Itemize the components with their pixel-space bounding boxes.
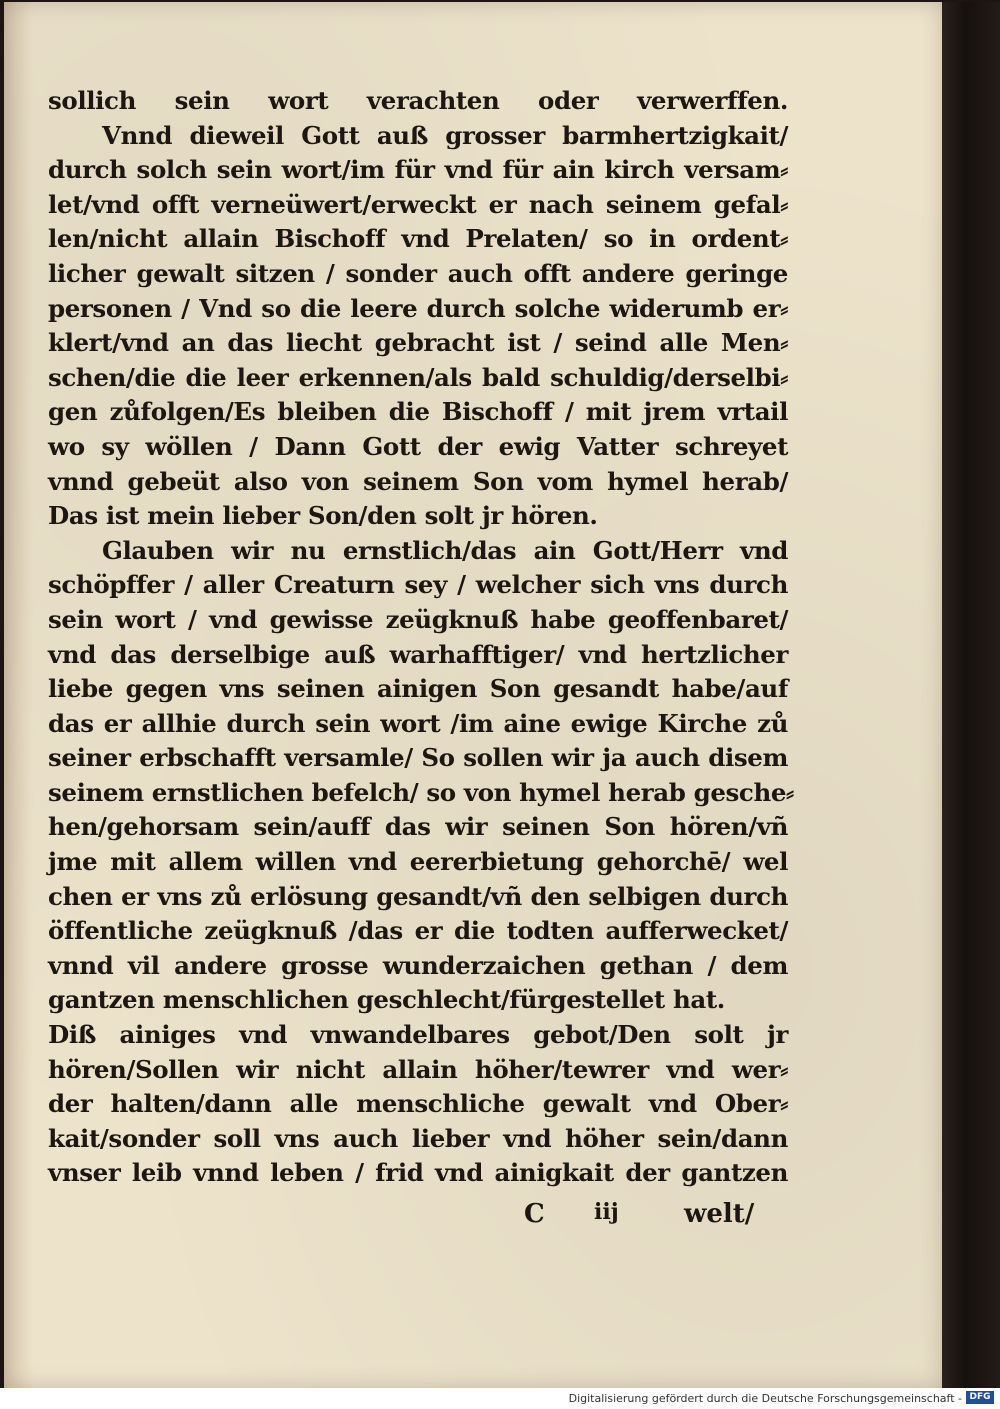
text-line: hen/gehorsam sein/auff das wir seinen Son hören/vñ xyxy=(48,812,788,842)
text-line: let/vnd offt verneüwert/erweckt er nach seinem gefal⸗ xyxy=(48,189,788,219)
document-page xyxy=(4,2,942,1388)
text-line: vnnd gebeüt also von seinem Son vom hymel herab/ xyxy=(48,466,788,496)
folio-number: iij xyxy=(594,1199,619,1225)
text-line: gen zůfolgen/Es bleiben die Bischoff / mit jrem vrtail xyxy=(48,397,788,427)
text-line: personen / Vnd so die leere durch solche widerumb er⸗ xyxy=(48,293,788,323)
text-line: len/nicht allain Bischoff vnd Prelaten/ so in ordent⸗ xyxy=(48,224,788,254)
text-line: gantzen menschlichen geschlecht/fürgestellet hat. xyxy=(48,985,725,1015)
text-line: der halten/dann alle menschliche gewalt vnd Ober⸗ xyxy=(48,1089,788,1119)
text-line: Diß ainiges vnd vnwandelbares gebot/Den solt jr xyxy=(48,1020,788,1050)
dfg-logo[interactable]: DFG xyxy=(966,1391,994,1404)
signature-line xyxy=(524,1199,764,1239)
text-line: Das ist mein lieber Son/den solt jr hören. xyxy=(48,501,598,531)
text-line: schen/die die leer erkennen/als bald schuldig/derselbi⸗ xyxy=(48,362,788,392)
text-line: öffentliche zeügknuß /das er die todten aufferwecket/ xyxy=(48,916,788,946)
signature-mark: C xyxy=(524,1199,545,1229)
text-line: sein wort / vnd gewisse zeügknuß habe geoffenbaret/ xyxy=(48,604,788,634)
text-line: licher gewalt sitzen / sonder auch offt andere geringe xyxy=(48,258,788,288)
text-line: wo sy wöllen / Dann Gott der ewig Vatter schreyet xyxy=(48,431,788,461)
text-line: sollich sein wort verachten oder verwerffen. xyxy=(48,86,788,115)
text-line: seinem ernstlichen befelch/ so von hymel herab gesche⸗ xyxy=(48,777,794,807)
text-line: vnser leib vnnd leben / frid vnd ainigkait der gantzen xyxy=(48,1158,788,1188)
text-line: Vnnd dieweil Gott auß grosser barmhertzigkait/ xyxy=(102,120,788,150)
text-line: klert/vnd an das liecht gebracht ist / seind alle Men⸗ xyxy=(48,328,788,358)
text-line: jme mit allem willen vnd eererbietung gehorchē/ wel xyxy=(48,847,788,877)
text-line: vnd das derselbige auß warhafftiger/ vnd hertzlicher xyxy=(48,639,788,669)
text-line: Glauben wir nu ernstlich/das ain Gott/Herr vnd xyxy=(102,535,788,565)
text-line: durch solch sein wort/im für vnd für ain kirch versam⸗ xyxy=(48,155,788,185)
book-edge xyxy=(942,2,1000,1388)
footer-credit: Digitalisierung gefördert durch die Deutsche Forschungsgemeinschaft - xyxy=(568,1392,962,1405)
text-line: das er allhie durch sein wort /im aine ewige Kirche zů xyxy=(48,708,788,738)
text-line: liebe gegen vns seinen ainigen Son gesandt habe/auf xyxy=(48,674,788,704)
text-block xyxy=(48,84,794,1191)
catchword: welt/ xyxy=(684,1199,755,1229)
footer-bar xyxy=(0,1388,1000,1409)
text-line: schöpffer / aller Creaturn sey / welcher sich vns durch xyxy=(48,570,788,600)
text-line: kait/sonder soll vns auch lieber vnd höher sein/dann xyxy=(48,1123,788,1153)
text-line: hören/Sollen wir nicht allain höher/tewrer vnd wer⸗ xyxy=(48,1054,788,1084)
text-line: seiner erbschafft versamle/ So sollen wir ja auch disem xyxy=(48,743,788,773)
text-line: vnnd vil andere grosse wunderzaichen gethan / dem xyxy=(48,950,788,980)
text-line: chen er vns zů erlösung gesandt/vñ den selbigen durch xyxy=(48,881,788,911)
